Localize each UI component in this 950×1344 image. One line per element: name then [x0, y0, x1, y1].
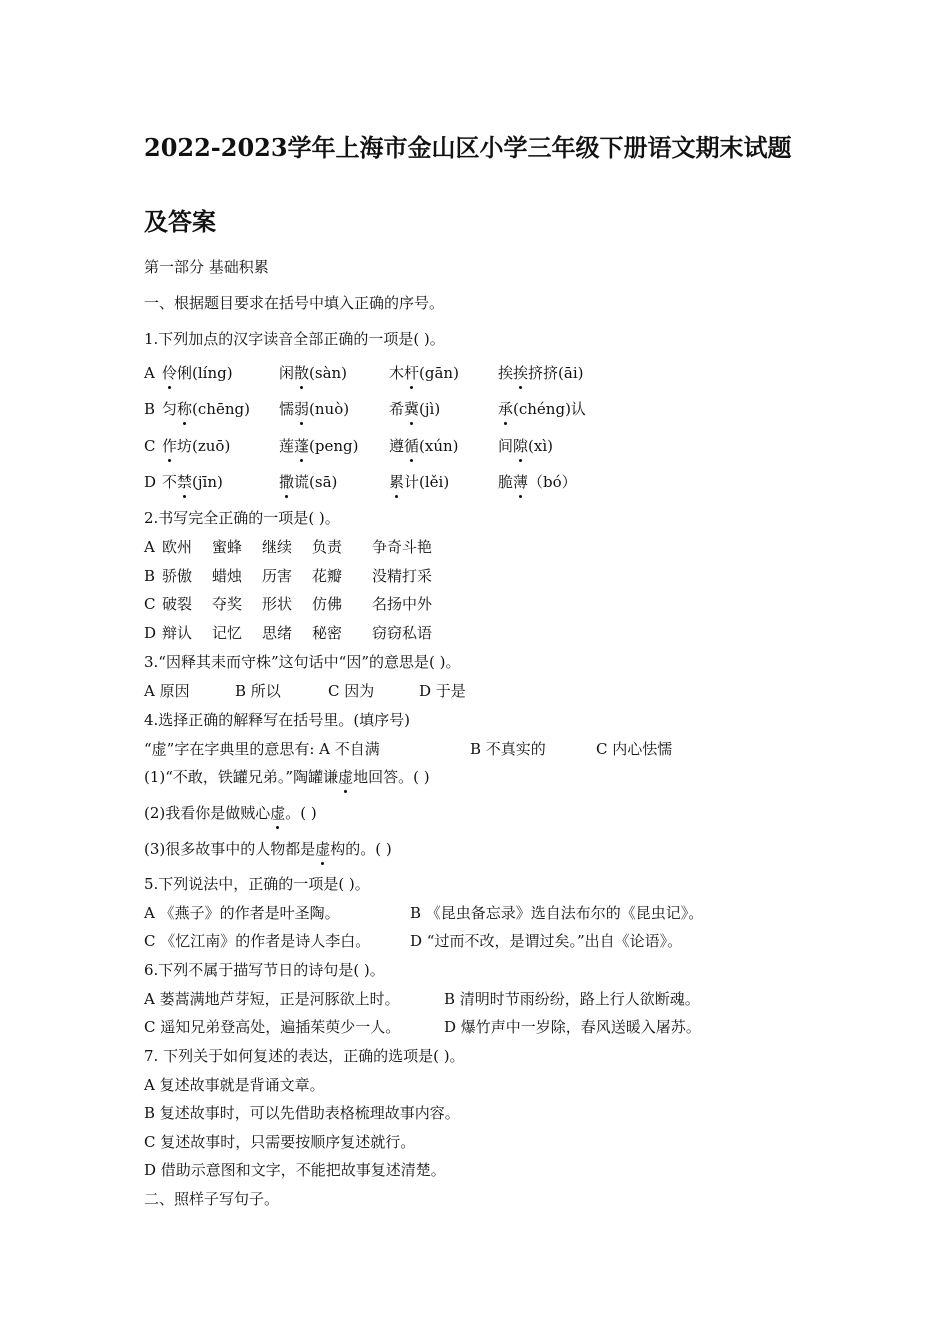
option-letter: B [144, 567, 156, 585]
q5-option-a: A 《燕子》的作者是叶圣陶。 [144, 904, 340, 922]
doc-title-line2: 及答案 [144, 207, 216, 236]
word-item: 骄傲 [162, 567, 193, 585]
q3-stem: 3.“因释其耒而守株”这句话中“因”的意思是( )。 [144, 653, 461, 671]
word-item: 破裂 [162, 595, 193, 613]
word-item: 历害 [262, 567, 293, 585]
word-item: 思绪 [262, 624, 293, 642]
word-item: 争奇斗艳 [372, 538, 433, 556]
pinyin-item: 累计(lěi) [389, 473, 450, 491]
word-item: 辩认 [162, 624, 193, 642]
pinyin-item: 作坊(zuō) [162, 437, 231, 455]
q4-sentence-2: (2)我看你是做贼心虚。( ) [144, 804, 317, 822]
q7-option-a: A 复述故事就是背诵文章。 [144, 1076, 325, 1094]
option-letter: C [144, 437, 156, 455]
option-letter: A [144, 364, 155, 382]
pinyin-item: 希冀(jì) [389, 400, 441, 418]
q6-stem: 6.下列不属于描写节日的诗句是( )。 [144, 961, 385, 979]
word-item: 蜡烛 [212, 567, 243, 585]
part-heading: 第一部分 基础积累 [144, 258, 269, 276]
option-letter: B [144, 400, 156, 418]
pinyin-item: 撒谎(sā) [279, 473, 338, 491]
q5-option-d: D “过而不改，是谓过矣。”出自《论语》。 [410, 932, 683, 950]
pinyin-item: 间隙(xì) [498, 437, 553, 455]
word-item: 秘密 [312, 624, 343, 642]
word-item: 蜜蜂 [212, 538, 243, 556]
q4-definition-a: “虚”字在字典里的意思有: A 不自满 [144, 740, 380, 758]
option-letter: C [144, 595, 156, 613]
q5-option-b: B 《昆虫备忘录》选自法布尔的《昆虫记》。 [410, 904, 704, 922]
word-item: 记忆 [212, 624, 243, 642]
q6-option-c: C 遥知兄弟登高处，遍插茱萸少一人。 [144, 1018, 401, 1036]
word-item: 窃窃私语 [372, 624, 433, 642]
q6-option-d: D 爆竹声中一岁除，春风送暖入屠苏。 [444, 1018, 701, 1036]
option-letter: D [144, 624, 157, 642]
q3-option-a: A 原因 [144, 682, 190, 700]
word-item: 名扬中外 [372, 595, 433, 613]
pinyin-item: 承(chéng)认 [498, 400, 586, 418]
word-item: 花瓣 [312, 567, 343, 585]
word-item: 负责 [312, 538, 343, 556]
pinyin-item: 懦弱(nuò) [279, 400, 350, 418]
q4-definition-c: C 内心怯懦 [596, 740, 673, 758]
q3-option-d: D 于是 [419, 682, 466, 700]
q5-stem: 5.下列说法中，正确的一项是( )。 [144, 875, 370, 893]
pinyin-item: 莲蓬(peng) [279, 437, 359, 455]
q6-option-a: A 蒌蒿满地芦芽短，正是河豚欲上时。 [144, 990, 400, 1008]
pinyin-item: 伶俐(líng) [162, 364, 233, 382]
word-item: 仿佛 [312, 595, 343, 613]
word-item: 夺奖 [212, 595, 243, 613]
pinyin-item: 挨挨挤挤(āi) [498, 364, 584, 382]
pinyin-item: 脆薄（bó） [498, 473, 577, 491]
q3-option-b: B 所以 [235, 682, 281, 700]
doc-title-line1: 2022-2023学年上海市金山区小学三年级下册语文期末试题 [144, 133, 792, 162]
option-letter: A [144, 538, 155, 556]
q7-option-d: D 借助示意图和文字，不能把故事复述清楚。 [144, 1161, 446, 1179]
pinyin-item: 不禁(jīn) [162, 473, 223, 491]
section-heading-2: 二、照样子写句子。 [144, 1190, 280, 1208]
q4-definition-b: B 不真实的 [470, 740, 546, 758]
q7-stem: 7. 下列关于如何复述的表达，正确的选项是( )。 [144, 1047, 465, 1065]
q7-option-b: B 复述故事时，可以先借助表格梳理故事内容。 [144, 1104, 460, 1122]
q4-sentence-3: (3)很多故事中的人物都是虚构的。( ) [144, 840, 392, 858]
q4-sentence-1: (1)“不敢，铁罐兄弟。”陶罐谦虚地回答。( ) [144, 768, 430, 786]
q3-option-c: C 因为 [328, 682, 375, 700]
word-item: 继续 [262, 538, 293, 556]
pinyin-item: 闲散(sàn) [279, 364, 348, 382]
word-item: 形状 [262, 595, 293, 613]
q1-stem: 1.下列加点的汉字读音全部正确的一项是( )。 [144, 330, 445, 348]
q6-option-b: B 清明时节雨纷纷，路上行人欲断魂。 [444, 990, 700, 1008]
pinyin-item: 遵循(xún) [389, 437, 459, 455]
word-item: 没精打采 [372, 567, 433, 585]
option-letter: D [144, 473, 157, 491]
pinyin-item: 匀称(chēng) [162, 400, 250, 418]
section-heading-1: 一、根据题目要求在括号中填入正确的序号。 [144, 294, 445, 312]
q5-option-c: C 《忆江南》的作者是诗人李白。 [144, 932, 371, 950]
q2-stem: 2.书写完全正确的一项是( )。 [144, 509, 340, 527]
pinyin-item: 木杆(gān) [389, 364, 459, 382]
word-item: 欧州 [162, 538, 193, 556]
q7-option-c: C 复述故事时，只需要按顺序复述就行。 [144, 1133, 416, 1151]
q4-stem: 4.选择正确的解释写在括号里。(填序号) [144, 711, 411, 729]
